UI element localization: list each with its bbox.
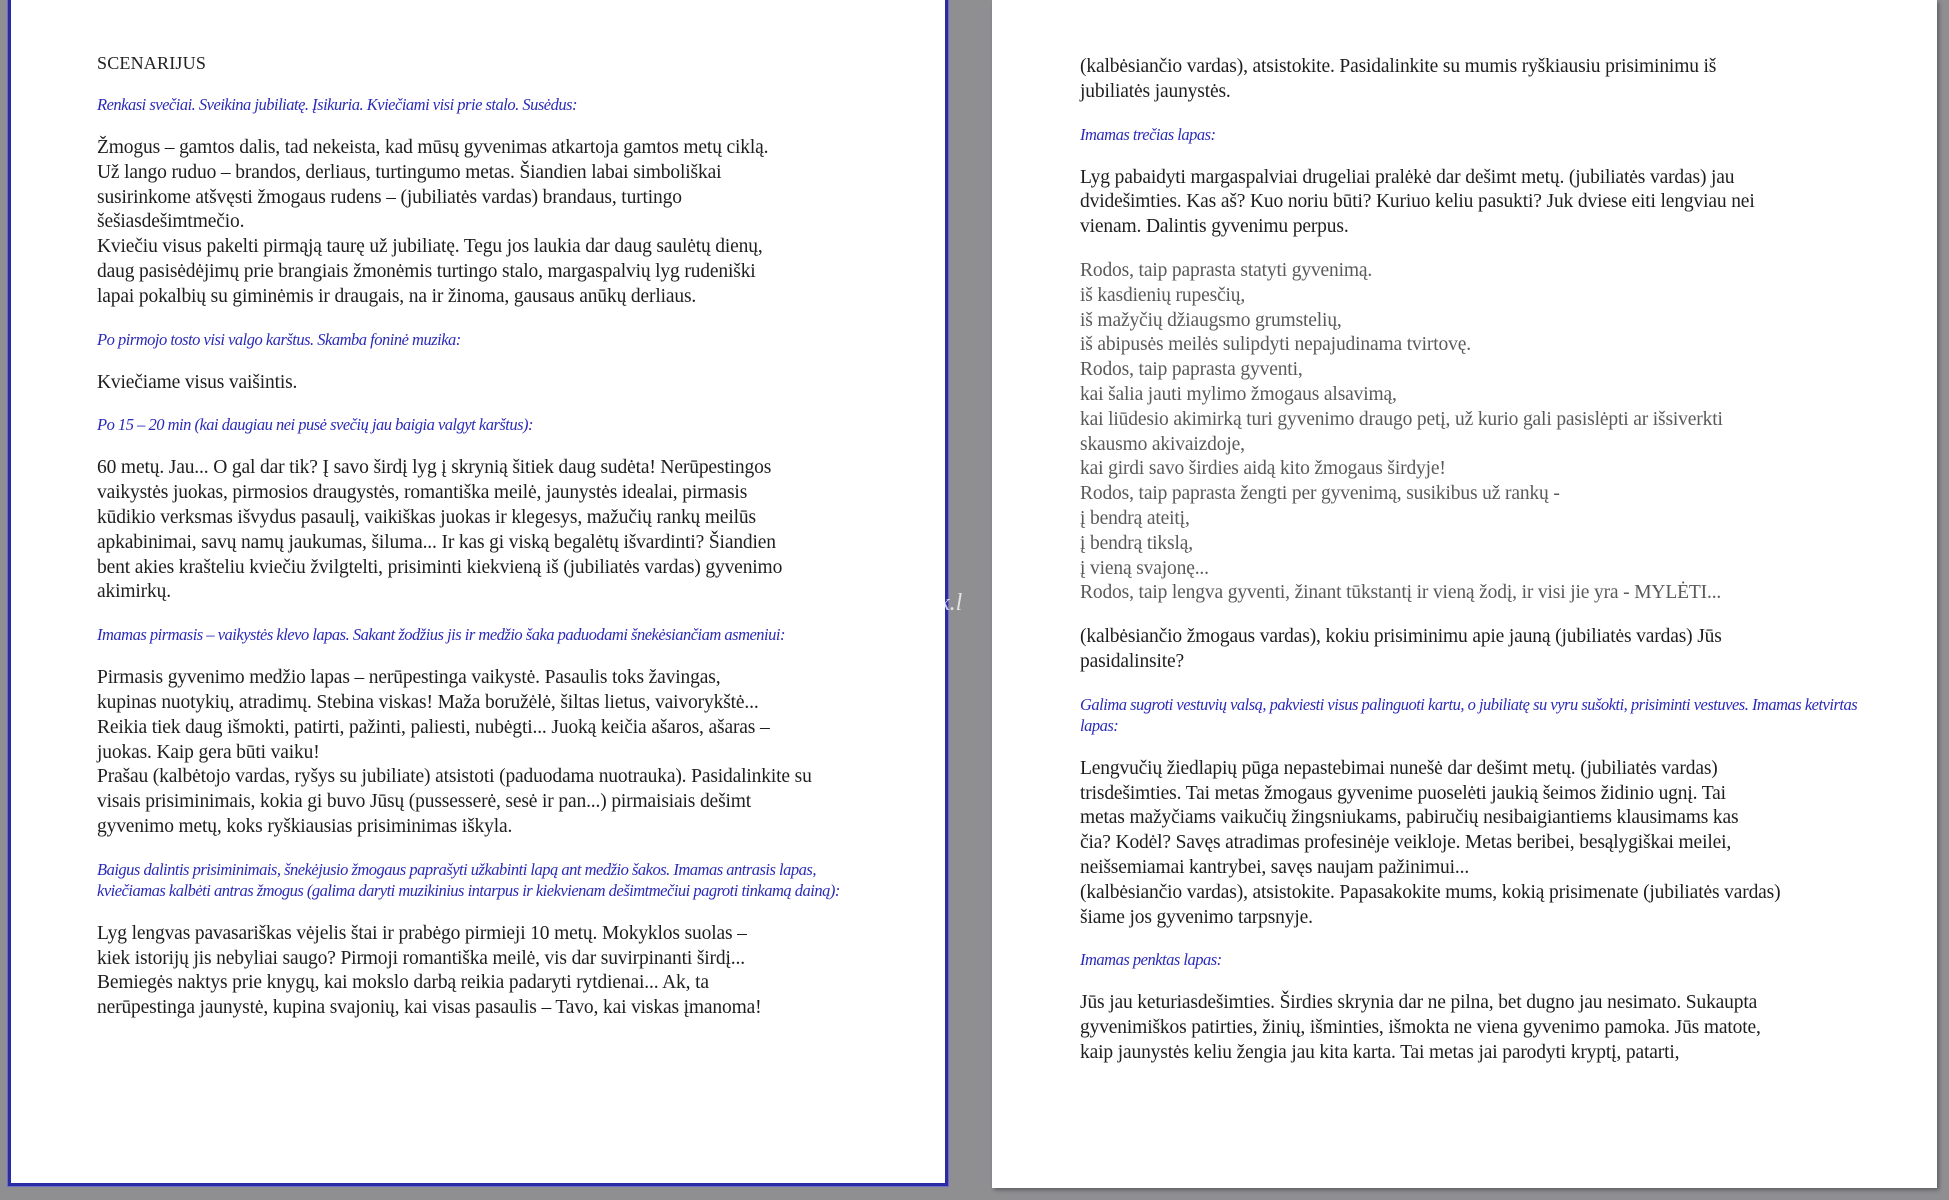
- page-text: [97, 53, 877, 1040]
- text-line: apkabinimai, savų namų jaukumas, šiluma... Ir kas gi viską begalėtų išvardinti? Šiandien: [97, 531, 776, 553]
- text-line: jubiliatės jaunystės.: [1080, 80, 1231, 102]
- paragraph: [97, 136, 877, 310]
- text-line: visais prisiminimais, kokia gi buvo Jūsų (pussesserė, sesė ir pan...) pirmaisiais dešimt: [97, 791, 752, 813]
- poem-line: Rodos, taip paprasta žengti per gyvenimą, susikibus už rankų -: [1080, 483, 1560, 505]
- text-line: dvidešimties. Kas aš? Kuo noriu būti? Kuriuo keliu pasukti? Juk dviese eiti lengviau nei: [1080, 191, 1755, 213]
- stage-direction: Renkasi svečiai. Sveikina jubiliatę. Įsikuria. Kviečiami visi prie stalo. Susėdus:: [97, 95, 578, 114]
- text-line: Už lango ruduo – brandos, derliaus, turtingumo metas. Šiandien labai simboliškai: [97, 161, 722, 183]
- text-line: bent akies krašteliu kviečiu žvilgtelti, prisiminti kiekvieną iš (jubiliatės vardas) gyvenimo: [97, 556, 783, 578]
- page-text: [1080, 55, 1860, 1085]
- text-line: akimirkų.: [97, 581, 171, 603]
- stage-direction: Imamas pirmasis – vaikystės klevo lapas. Sakant žodžius jis ir medžio šaka paduodami šnekėsiančiam asmeniui:: [97, 625, 785, 645]
- paragraph: [1080, 625, 1860, 675]
- poem-line: skausmo akivaizdoje,: [1080, 433, 1245, 455]
- text-line: šešiasdešimtmečio.: [97, 211, 245, 233]
- paragraph: [1080, 991, 1860, 1065]
- text-line: vaikystės juokas, pirmosios draugystės, romantiška meilė, jaunystės idealai, pirmasis: [97, 482, 748, 504]
- paragraph: [1080, 55, 1860, 105]
- text-line: (kalbėsiančio vardas), atsistokite. Papasakokite mums, kokią prisimenate (jubiliatės vardas): [1080, 881, 1781, 903]
- stage-direction: Galima sugroti vestuvių valsą, pakviesti visus palinguoti kartu, o jubiliatę su vyru sušokti, prisiminti vestuves. Imamas ketvirtas lapas:: [1080, 694, 1858, 735]
- poem-line: iš abipusės meilės sulipdyti nepajudinama tvirtovę.: [1080, 334, 1471, 356]
- poem-line: į bendrą tikslą,: [1080, 532, 1193, 554]
- text-line: Žmogus – gamtos dalis, tad nekeista, kad mūsų gyvenimas atkartoja gamtos metų ciklą.: [97, 137, 769, 158]
- paragraph: Kviečiame visus vaišintis.: [97, 371, 298, 393]
- poem-line: kai liūdesio akimirką turi gyvenimo draugo petį, už kurio gali pasislėpti ar išsiverkti: [1080, 408, 1723, 430]
- paragraph: [1080, 757, 1860, 931]
- text-line: (kalbėsiančio žmogaus vardas), kokiu prisiminimu apie jauną (jubiliatės vardas) Jūs: [1080, 626, 1722, 648]
- text-line: Lyg pabaidyti margaspalviai drugeliai pralėkė dar dešimt metų. (jubiliatės vardas) jau: [1080, 166, 1735, 188]
- text-line: daug pasisėdėjimų prie brangiais žmonėmis turtingo stalo, margaspalvių lyg rudeniški: [97, 260, 756, 282]
- text-line: 60 metų. Jau... O gal dar tik? Į savo širdį lyg į skrynią šitiek daug sudėta! Nerūpestingos: [97, 457, 772, 479]
- text-line: kiek istorijų jis nebyliai saugo? Pirmoji romantiška meilė, vis dar suvirpinanti širdį...: [97, 947, 745, 969]
- text-line: gyvenimiškos patirties, žinių, išminties, išmokta ne viena gyvenimo pamoka. Jūs matote,: [1080, 1017, 1761, 1039]
- text-line: čia? Kodėl? Savęs atradimas profesinėje veikloje. Metas beribei, besąlygiškai meilei,: [1080, 832, 1732, 854]
- paragraph: [1080, 166, 1860, 240]
- text-line: (kalbėsiančio vardas), atsistokite. Pasidalinkite su mumis ryškiausiu prisiminimu iš: [1080, 56, 1717, 77]
- text-line: Lyg lengvas pavasariškas vėjelis štai ir prabėgo pirmieji 10 metų. Mokyklos suolas –: [97, 922, 747, 944]
- text-line: Lengvučių žiedlapių pūga nepastebimai nunešė dar dešimt metų. (jubiliatės vardas): [1080, 757, 1718, 779]
- document-page-left: [8, 0, 948, 1186]
- text-line: kūdikio verksmas išvydus pasaulį, vaikiškas juokas ir klegesys, mažučių rankų meilūs: [97, 506, 756, 528]
- poem-line: į vieną svajonę...: [1080, 557, 1209, 579]
- text-line: Kviečiu visus pakelti pirmąją taurę už jubiliatę. Tegu jos laukia dar daug saulėtų dienų,: [97, 236, 763, 258]
- text-line: pasidalinsite?: [1080, 650, 1185, 672]
- poem-line: į bendrą ateitį,: [1080, 507, 1190, 529]
- poem-line: Rodos, taip paprasta statyti gyvenimą.: [1080, 259, 1373, 281]
- poem-line: kai šalia jauti mylimo žmogaus alsavimą,: [1080, 383, 1397, 405]
- stage-direction: Imamas trečias lapas:: [1080, 124, 1216, 144]
- text-line: šiame jos gyvenimo tarpsnyje.: [1080, 906, 1313, 928]
- text-line: metas mažyčiams vaikučių žingsniukams, pabiručių nesibaigiantiems klausimams kas: [1080, 807, 1739, 829]
- poem-line: kai girdi savo širdies aidą kito žmogaus širdyje!: [1080, 458, 1446, 480]
- poem-line: Rodos, taip lengva gyventi, žinant tūkstantį ir vieną žodį, ir visi jie yra - MYLĖTI...: [1080, 582, 1722, 604]
- text-line: kupinas nuotykių, atradimų. Stebina viskas! Maža boružėlė, šiltas lietus, vaivorykštė...: [97, 691, 759, 713]
- text-line: Jūs jau keturiasdešimties. Širdies skrynia dar ne pilna, bet dugno jau nesimato. Sukaupta: [1080, 992, 1758, 1014]
- poem-line: iš mažyčių džiaugsmo grumstelių,: [1080, 309, 1342, 331]
- paragraph: [97, 922, 877, 1021]
- text-line: Pirmasis gyvenimo medžio lapas – nerūpestinga vaikystė. Pasaulis toks žavingas,: [97, 667, 721, 689]
- text-line: neišsemiamai kantrybei, savęs naujam pažinimui...: [1080, 856, 1470, 878]
- document-title: SCENARIJUS: [97, 53, 207, 73]
- document-page-right: [992, 0, 1937, 1188]
- text-line: kaip jaunystės keliu žengia jau kita karta. Tai metas jai parodyti kryptį, patarti,: [1080, 1041, 1680, 1063]
- stage-direction: Po pirmojo tosto visi valgo karštus. Skamba foninė muzika:: [97, 329, 461, 349]
- text-line: Prašau (kalbėtojo vardas, ryšys su jubiliate) atsistoti (paduodama nuotrauka). Pasidalinkite su: [97, 766, 812, 788]
- text-line: lapai pokalbių su giminėmis ir draugais, na ir žinoma, gausaus anūkų derliaus.: [97, 285, 697, 307]
- text-line: susirinkome atšvęsti žmogaus rudens – (jubiliatės vardas) brandaus, turtingo: [97, 186, 682, 208]
- watermark-text: uok.l: [915, 590, 963, 616]
- text-line: Bemiegės naktys prie knygų, kai mokslo darbą reikia padaryti rytdienai... Ak, ta: [97, 972, 709, 994]
- paragraph: [97, 456, 877, 605]
- poem-line: Rodos, taip paprasta gyventi,: [1080, 359, 1303, 381]
- stage-direction: Po 15 – 20 min (kai daugiau nei pusė svečių jau baigia valgyt karštus):: [97, 415, 534, 435]
- text-line: gyvenimo metų, koks ryškiausias prisiminimas iškyla.: [97, 815, 513, 837]
- poem-line: iš kasdienių rupesčių,: [1080, 284, 1246, 306]
- poem: [1080, 259, 1860, 606]
- paragraph: [97, 666, 877, 840]
- text-line: trisdešimties. Tai metas žmogaus gyvenime puoselėti jaukią šeimos židinio ugnį. Tai: [1080, 782, 1726, 804]
- text-line: Reikia tiek daug išmokti, patirti, pažinti, paliesti, nubėgti... Juoką keičia ašaros, ašaras –: [97, 716, 770, 738]
- text-line: vienam. Dalintis gyvenimu perpus.: [1080, 216, 1349, 238]
- stage-direction: Imamas penktas lapas:: [1080, 950, 1222, 970]
- stage-direction: Baigus dalintis prisiminimais, šnekėjusio žmogaus paprašyti užkabinti lapą ant medžio šakos. Imamas antrasis lapas, kviečiamas kalbėti antras žmogus (galima daryti muzikinius intarpus ir kiekvienam dešimtmečiui pagroti tinkamą dainą):: [97, 859, 840, 900]
- text-line: juokas. Kaip gera būti vaiku!: [97, 741, 320, 763]
- text-line: nerūpestinga jaunystė, kupina svajonių, kai visas pasaulis – Tavo, kai viskas įmanoma!: [97, 997, 762, 1019]
